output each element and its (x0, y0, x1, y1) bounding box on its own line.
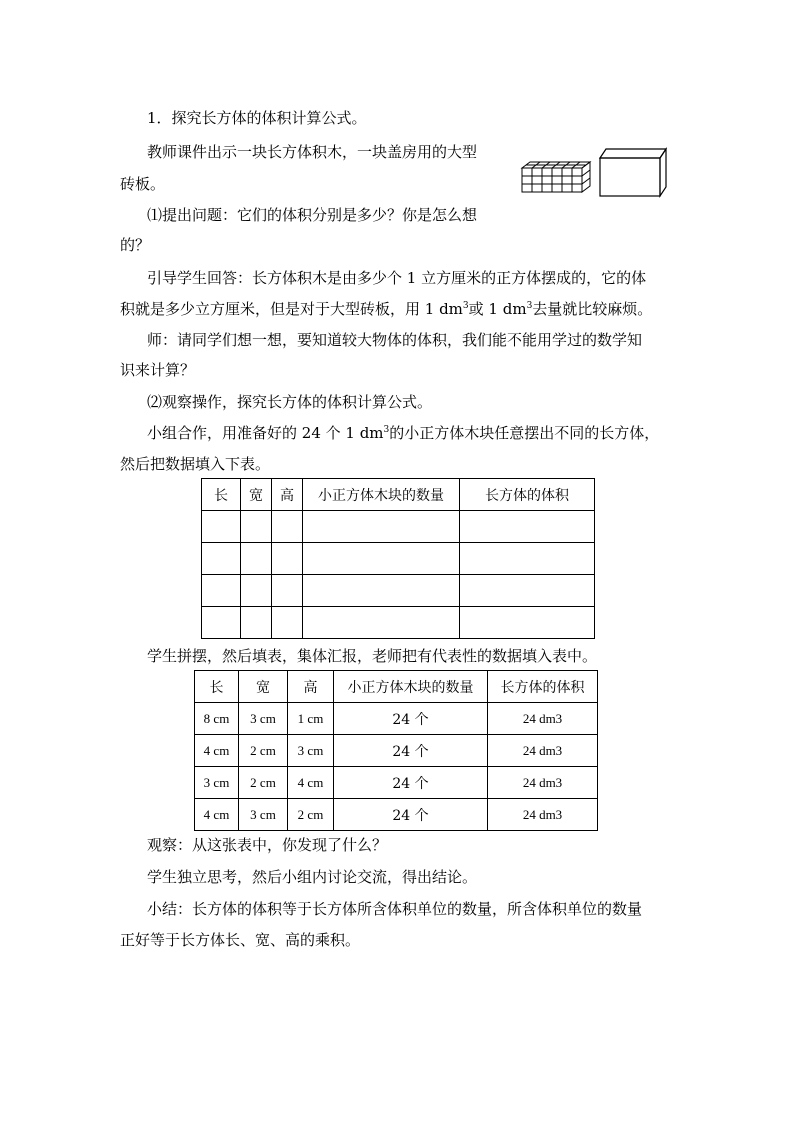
intro-line-2: 砖板。 (120, 175, 166, 193)
table-cell[interactable] (460, 511, 595, 543)
cell-length: 3 cm (195, 767, 239, 799)
table-header-row (202, 479, 595, 511)
table-cell[interactable] (303, 607, 460, 639)
question-line-2: 的？ (120, 236, 151, 254)
cell-volume: 24 dm3 (488, 799, 598, 831)
header-cube-count: 小正方体木块的数量 (303, 479, 460, 511)
table-row (195, 799, 598, 831)
section-heading: 1．探究长方体的体积计算公式。 (147, 109, 367, 127)
table-cell[interactable] (272, 511, 303, 543)
table-cell[interactable] (303, 575, 460, 607)
table-cell[interactable] (272, 607, 303, 639)
cell-width: 3 cm (239, 703, 288, 735)
question-line-1: ⑴提出问题：它们的体积分别是多少？你是怎么想 (147, 206, 478, 224)
header-length: 长 (195, 671, 239, 703)
table-cell[interactable] (202, 575, 241, 607)
cell-volume: 24 dm3 (488, 735, 598, 767)
filled-data-table (194, 670, 598, 831)
cell-cube-count: 24 个 (334, 735, 488, 767)
table-cell[interactable] (272, 575, 303, 607)
students-line: 学生拼摆，然后填表，集体汇报，老师把有代表性的数据填入表中。 (147, 647, 598, 665)
table-cell[interactable] (241, 511, 272, 543)
group-line-1: 小组合作，用准备好的 24 个 1 $dm^3$的小正方体木块任意摆出不同的长方体， (147, 424, 660, 442)
table-cell[interactable] (202, 511, 241, 543)
cell-cube-count: 24 个 (334, 799, 488, 831)
table-cell[interactable] (303, 543, 460, 575)
table-cell[interactable] (460, 575, 595, 607)
header-width: 宽 (241, 479, 272, 511)
intro-line-1: 教师课件出示一块长方体积木，一块盖房用的大型 (147, 143, 478, 161)
header-width: 宽 (239, 671, 288, 703)
cell-height: 3 cm (288, 735, 334, 767)
cell-length: 4 cm (195, 799, 239, 831)
summary-line-2: 正好等于长方体长、宽、高的乘积。 (120, 931, 361, 949)
cell-width: 2 cm (239, 735, 288, 767)
cell-height: 4 cm (288, 767, 334, 799)
guide-line-2: 积就是多少立方厘米，但是对于大型砖板，用 1 $dm^3$或 1 $dm^3$去量就比较麻烦。 (120, 300, 653, 318)
cuboid-figure (518, 146, 670, 198)
cell-width: 2 cm (239, 767, 288, 799)
cell-length: 8 cm (195, 703, 239, 735)
header-height: 高 (288, 671, 334, 703)
table-cell[interactable] (460, 607, 595, 639)
table-row (202, 607, 595, 639)
table-cell[interactable] (272, 543, 303, 575)
table-row (195, 703, 598, 735)
teacher-line-2: 识来计算？ (120, 361, 196, 379)
table-cell[interactable] (202, 543, 241, 575)
table-cell[interactable] (241, 575, 272, 607)
summary-line-1: 小结：长方体的体积等于长方体所含体积单位的数量，所含体积单位的数量 (147, 900, 643, 918)
header-volume: 长方体的体积 (488, 671, 598, 703)
header-volume: 长方体的体积 (460, 479, 595, 511)
table-cell[interactable] (303, 511, 460, 543)
header-height: 高 (272, 479, 303, 511)
table-header-row (195, 671, 598, 703)
cell-height: 1 cm (288, 703, 334, 735)
cell-length: 4 cm (195, 735, 239, 767)
table-row (195, 735, 598, 767)
table-row (202, 543, 595, 575)
table-row (195, 767, 598, 799)
table-cell[interactable] (202, 607, 241, 639)
think-line: 学生独立思考，然后小组内讨论交流，得出结论。 (147, 868, 478, 886)
block-of-cubes-icon (522, 162, 590, 192)
large-slab-icon (600, 149, 666, 196)
observe-heading: ⑵观察操作，探究长方体的体积计算公式。 (147, 393, 433, 411)
teacher-line-1: 师：请同学们想一想，要知道较大物体的体积，我们能不能用学过的数学知 (147, 331, 643, 349)
table-cell[interactable] (460, 543, 595, 575)
cell-volume: 24 dm3 (488, 703, 598, 735)
cell-cube-count: 24 个 (334, 703, 488, 735)
header-length: 长 (202, 479, 241, 511)
table-cell[interactable] (241, 607, 272, 639)
header-cube-count: 小正方体木块的数量 (334, 671, 488, 703)
guide-line-1: 引导学生回答：长方体积木是由多少个 1 立方厘米的正方体摆成的，它的体 (147, 269, 647, 287)
observe-question: 观察：从这张表中，你发现了什么？ (147, 836, 388, 854)
cell-height: 2 cm (288, 799, 334, 831)
cell-volume: 24 dm3 (488, 767, 598, 799)
empty-data-table (201, 478, 595, 639)
table-cell[interactable] (241, 543, 272, 575)
table-row (202, 575, 595, 607)
group-line-2: 然后把数据填入下表。 (120, 455, 271, 473)
table-row (202, 511, 595, 543)
cell-width: 3 cm (239, 799, 288, 831)
cell-cube-count: 24 个 (334, 767, 488, 799)
